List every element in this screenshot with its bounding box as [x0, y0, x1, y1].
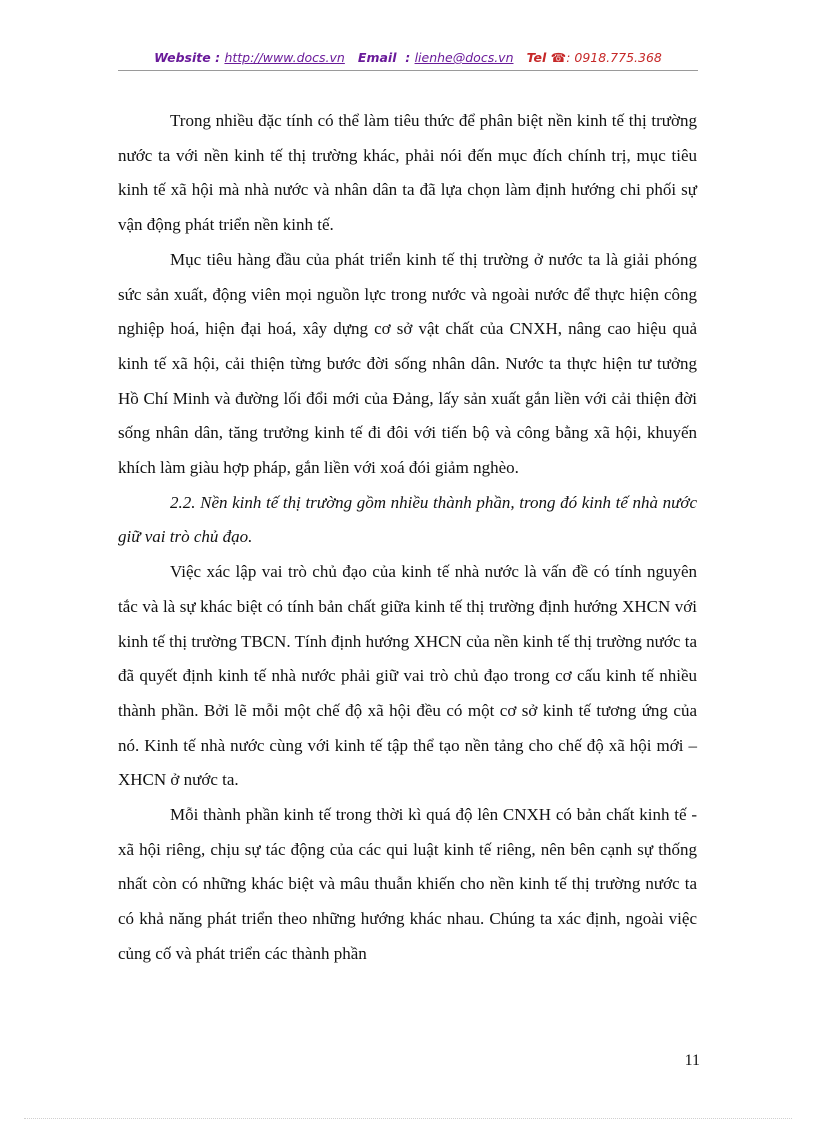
paragraph: Mỗi thành phần kinh tế trong thời kì quá độ lên CNXH có bản chất kinh tế - xã hội riêng, chịu sự tác động của các qui luật kinh tế riêng, nên bên cạnh sự thống nhất còn có những khác biệt và mâu thuẫn khiến cho nền kinh tế thị trường nước ta có khả năng phát triển theo những hướng khác nhau. Chúng ta xác định, ngoài việc củng cố và phát triển các thành phần: [118, 805, 697, 963]
website-label: Website :: [154, 50, 221, 65]
phone-number: : 0918.775.368: [566, 50, 662, 65]
page-number: 11: [684, 1052, 700, 1069]
page-header: [118, 50, 698, 65]
header-divider: [118, 70, 698, 71]
phone-icon: ☎: [550, 50, 567, 65]
document-body: [118, 104, 697, 972]
paragraph: Trong nhiều đặc tính có thể làm tiêu thức để phân biệt nền kinh tế thị trường nước ta với nền kinh tế thị trường khác, phải nói đến mục đích chính trị, mục tiêu kinh tế xã hội mà nhà nước và nhân dân ta đã lựa chọn làm định hướng chi phối sự vận động phát triển nền kinh tế.: [118, 111, 697, 235]
email-separator: :: [405, 50, 411, 65]
page-bottom-border: [24, 1118, 792, 1119]
website-link[interactable]: http://www.docs.vn: [224, 50, 345, 65]
email-link[interactable]: lienhe@docs.vn: [414, 50, 514, 65]
email-label: Email: [357, 50, 397, 65]
paragraph: Việc xác lập vai trò chủ đạo của kinh tế nhà nước là vấn đề có tính nguyên tắc và là sự khác biệt có tính bản chất giữa kinh tế thị trường định hướng XHCN với kinh tế thị trường TBCN. Tính định hướng XHCN của nền kinh tế thị trường nước ta đã quyết định kinh tế nhà nước phải giữ vai trò chủ đạo trong cơ cấu kinh tế nhiều thành phần. Bởi lẽ mỗi một chế độ xã hội đều có một cơ sở kinh tế tương ứng của nó. Kinh tế nhà nước cùng với kinh tế tập thể tạo nền tảng cho chế độ xã hội mới – XHCN ở nước ta.: [118, 562, 697, 790]
paragraph: Mục tiêu hàng đầu của phát triển kinh tế thị trường ở nước ta là giải phóng sức sản xuất, động viên mọi nguồn lực trong nước và ngoài nước để thực hiện công nghiệp hoá, hiện đại hoá, xây dựng cơ sở vật chất của CNXH, nâng cao hiệu quả kinh tế xã hội, cải thiện từng bước đời sống nhân dân. Nước ta thực hiện tư tưởng Hồ Chí Minh và đường lối đổi mới của Đảng, lấy sản xuất gắn liền với cải thiện đời sống nhân dân, tăng trưởng kinh tế đi đôi với tiến bộ và công bằng xã hội, khuyến khích làm giàu hợp pháp, gắn liền với xoá đói giảm nghèo.: [118, 249, 697, 478]
section-heading: 2.2. Nền kinh tế thị trường gồm nhiều thành phần, trong đó kinh tế nhà nước giữ vai trò chủ đạo.: [118, 492, 697, 547]
tel-label: Tel: [526, 50, 547, 65]
